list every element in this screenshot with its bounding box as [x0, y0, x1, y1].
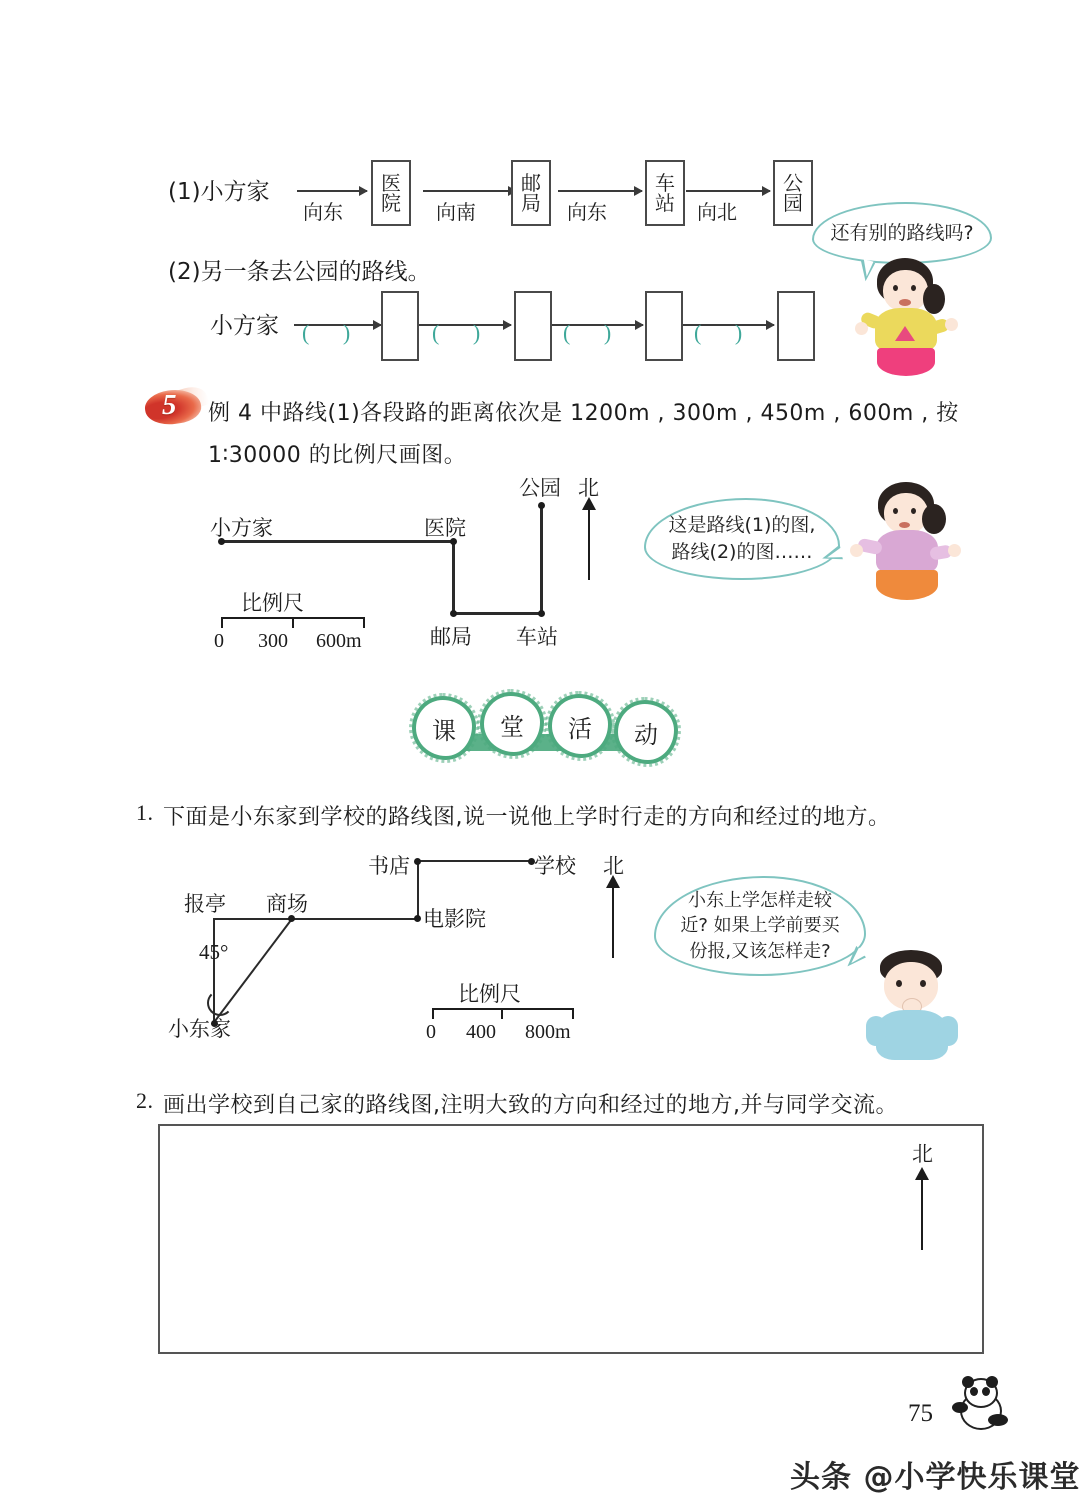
map2-node-cinema	[414, 915, 421, 922]
girl1-eye-left	[893, 285, 898, 291]
map2-scale-tick-2	[572, 1008, 574, 1019]
speech-bubble-3-line-2: 近? 如果上学前要买	[680, 915, 840, 937]
map1-scale-label-1: 300	[258, 630, 288, 652]
banner-char-3	[548, 694, 612, 758]
map1-label-home: 小方家	[210, 516, 273, 540]
map1-scale-title: 比例尺	[241, 591, 304, 615]
boy-arm-left	[866, 1016, 886, 1046]
map1-label-park: 公园	[519, 476, 561, 500]
flow-node-station-char1: 车	[655, 170, 675, 195]
flow-node-hospital-char2: 院	[381, 191, 401, 215]
girl2-hand-right	[948, 544, 961, 557]
item1-direction-2: 向南	[436, 200, 476, 224]
item2-blank-box-2[interactable]	[514, 291, 552, 361]
girl2-jacket	[876, 530, 938, 574]
item2-blank-2[interactable]: ( )	[432, 320, 495, 345]
map2-scale-label-2: 800m	[525, 1021, 571, 1043]
map2-scale-title: 比例尺	[458, 982, 521, 1006]
map1-north-arrow-shaft	[588, 508, 590, 580]
question-2-number: 2.	[136, 1088, 154, 1113]
panda-eye-left	[970, 1387, 978, 1396]
girl2-hand-left	[850, 544, 863, 557]
map2-label-home: 小东家	[168, 1017, 231, 1041]
map2-scale-label-1: 400	[466, 1021, 496, 1043]
speech-bubble-2	[644, 498, 840, 580]
girl2-skirt	[876, 570, 938, 600]
girl1-ponytail	[923, 284, 945, 314]
map1-label-north: 北	[578, 476, 599, 500]
girl1-eye-right	[911, 285, 916, 291]
item2-blank-box-4[interactable]	[777, 291, 815, 361]
map2-line-bookstore-school	[417, 860, 531, 862]
flow-node-hospital	[371, 160, 411, 226]
section-banner-classroom-activity	[412, 694, 672, 756]
map2-north-arrow-shaft	[612, 886, 614, 958]
panda-mascot	[948, 1378, 1012, 1434]
boy-eye-right	[920, 980, 926, 987]
item2-blank-box-3[interactable]	[645, 291, 683, 361]
flow-node-park	[773, 160, 813, 226]
item1-direction-1: 向东	[303, 200, 343, 224]
flow-node-park-char1: 公	[783, 170, 803, 195]
map1-scale-tick-2	[363, 617, 365, 628]
map2-line-kiosk-mall	[213, 918, 293, 920]
map1-label-post: 邮局	[430, 625, 472, 649]
speech-bubble-1	[812, 202, 992, 264]
question-1-text: 下面是小东家到学校的路线图,说一说他上学时行走的方向和经过的地方。	[163, 805, 891, 830]
banner-char-4-text: 动	[634, 720, 658, 749]
panda-eye-right	[982, 1387, 990, 1396]
map1-scale-tick-0	[221, 617, 223, 628]
watermark: 头条 @小学快乐课堂	[790, 1460, 1080, 1495]
map2-line-cinema-bookstore	[417, 861, 419, 919]
girl1-mouth	[899, 299, 911, 306]
item1-direction-3: 向东	[567, 200, 607, 224]
girl2-ponytail	[922, 504, 946, 534]
item2-label: (2)另一条去公园的路线。	[168, 259, 431, 285]
banner-char-2	[480, 692, 544, 756]
item1-arrow-1	[297, 190, 367, 192]
banner-char-2-text: 堂	[500, 712, 524, 741]
flow-node-hospital-char1: 医	[381, 170, 401, 195]
map1-line-station-park	[540, 505, 543, 615]
item1-label: (1)小方家	[168, 179, 270, 205]
map1-scale-label-2: 600m	[316, 630, 362, 652]
item2-blank-3[interactable]: ( )	[563, 320, 626, 345]
answer-box-north-label: 北	[912, 1142, 933, 1166]
girl1-hand-left	[855, 322, 868, 335]
map2-scale-bar	[432, 1008, 574, 1010]
girl1-hand-right	[945, 318, 958, 331]
panda-leg	[988, 1414, 1008, 1426]
map2-label-kiosk: 报亭	[184, 892, 226, 916]
item1-direction-4: 向北	[697, 200, 737, 224]
speech-bubble-3	[654, 876, 866, 976]
item2-blank-box-1[interactable]	[381, 291, 419, 361]
panda-ear-right	[986, 1376, 998, 1388]
boy-arm-right	[938, 1016, 958, 1046]
map2-line-mall-cinema	[291, 918, 419, 920]
map2-label-cinema: 电影院	[423, 907, 486, 931]
map1-line-hospital-post	[452, 540, 455, 614]
map2-label-school: 学校	[534, 854, 576, 878]
map1-north-arrow-head	[582, 497, 596, 510]
banner-char-4	[614, 700, 678, 764]
girl2-eye-right	[911, 508, 916, 514]
map1-node-post	[450, 610, 457, 617]
item2-blank-4[interactable]: ( )	[694, 320, 757, 345]
map2-scale-tick-0	[432, 1008, 434, 1019]
exercise-5-line-2: 1∶30000 的比例尺画图。	[208, 443, 467, 468]
map1-label-hospital: 医院	[424, 516, 466, 540]
banner-char-1	[412, 696, 476, 760]
girl2-eye-left	[893, 508, 898, 514]
map2-label-north: 北	[603, 854, 624, 878]
map2-north-arrow-head	[606, 875, 620, 888]
character-girl-2	[856, 482, 968, 604]
map2-angle-arc	[207, 990, 233, 1016]
map1-scale-tick-1	[292, 617, 294, 628]
boy-eye-left	[896, 980, 902, 987]
map1-label-station: 车站	[516, 625, 558, 649]
flow-node-station-char2: 站	[655, 191, 675, 215]
speech-bubble-2-line-1: 这是路线(1)的图,	[668, 514, 816, 537]
flow-node-post-char2: 局	[521, 191, 541, 215]
speech-bubble-3-line-1: 小东上学怎样走较	[688, 889, 832, 911]
flow-node-post	[511, 160, 551, 226]
item2-blank-1[interactable]: ( )	[302, 320, 365, 345]
item1-arrow-4	[686, 190, 770, 192]
item2-start-label: 小方家	[210, 313, 279, 339]
map2-label-mall: 商场	[266, 892, 308, 916]
speech-bubble-1-text: 还有别的路线吗?	[830, 221, 974, 244]
question-1-number: 1.	[136, 800, 154, 825]
map2-scale-label-0: 0	[426, 1021, 436, 1043]
map1-node-station	[538, 610, 545, 617]
speech-bubble-2-line-2: 路线(2)的图……	[671, 541, 813, 563]
map2-angle-label: 45°	[199, 940, 229, 964]
map1-scale-label-0: 0	[214, 630, 224, 652]
panda-arm-left	[952, 1402, 968, 1413]
map2-node-bookstore	[414, 858, 421, 865]
answer-drawing-box[interactable]	[158, 1124, 984, 1354]
speech-bubble-3-line-3: 份报,又该怎样走?	[689, 940, 831, 962]
map1-line-post-station	[452, 612, 543, 615]
question-2-text: 画出学校到自己家的路线图,注明大致的方向和经过的地方,并与同学交流。	[163, 1093, 898, 1118]
map2-scale-tick-1	[501, 1008, 503, 1019]
banner-char-1-text: 课	[432, 716, 456, 745]
flow-node-post-char1: 邮	[521, 170, 541, 195]
page-number: 75	[908, 1400, 933, 1427]
badge-number: 5	[162, 389, 177, 421]
map2-label-bookstore: 书店	[368, 854, 410, 878]
girl1-skirt	[877, 348, 935, 376]
exercise-5-line-1: 例 4 中路线(1)各段路的距离依次是 1200m , 300m , 450m , 600m , 按	[208, 401, 959, 426]
answer-box-north-arrow-head	[915, 1167, 929, 1180]
character-boy	[862, 950, 974, 1062]
exercise-5-badge	[145, 386, 207, 428]
item1-arrow-2	[423, 190, 516, 192]
banner-char-3-text: 活	[568, 714, 592, 743]
map1-node-park	[538, 502, 545, 509]
girl1-star	[895, 326, 915, 341]
flow-node-station	[645, 160, 685, 226]
girl2-mouth	[899, 522, 910, 528]
answer-box-north-arrow-shaft	[921, 1178, 923, 1250]
item1-arrow-3	[558, 190, 642, 192]
character-girl-1	[855, 258, 967, 380]
flow-node-park-char2: 园	[783, 191, 803, 215]
